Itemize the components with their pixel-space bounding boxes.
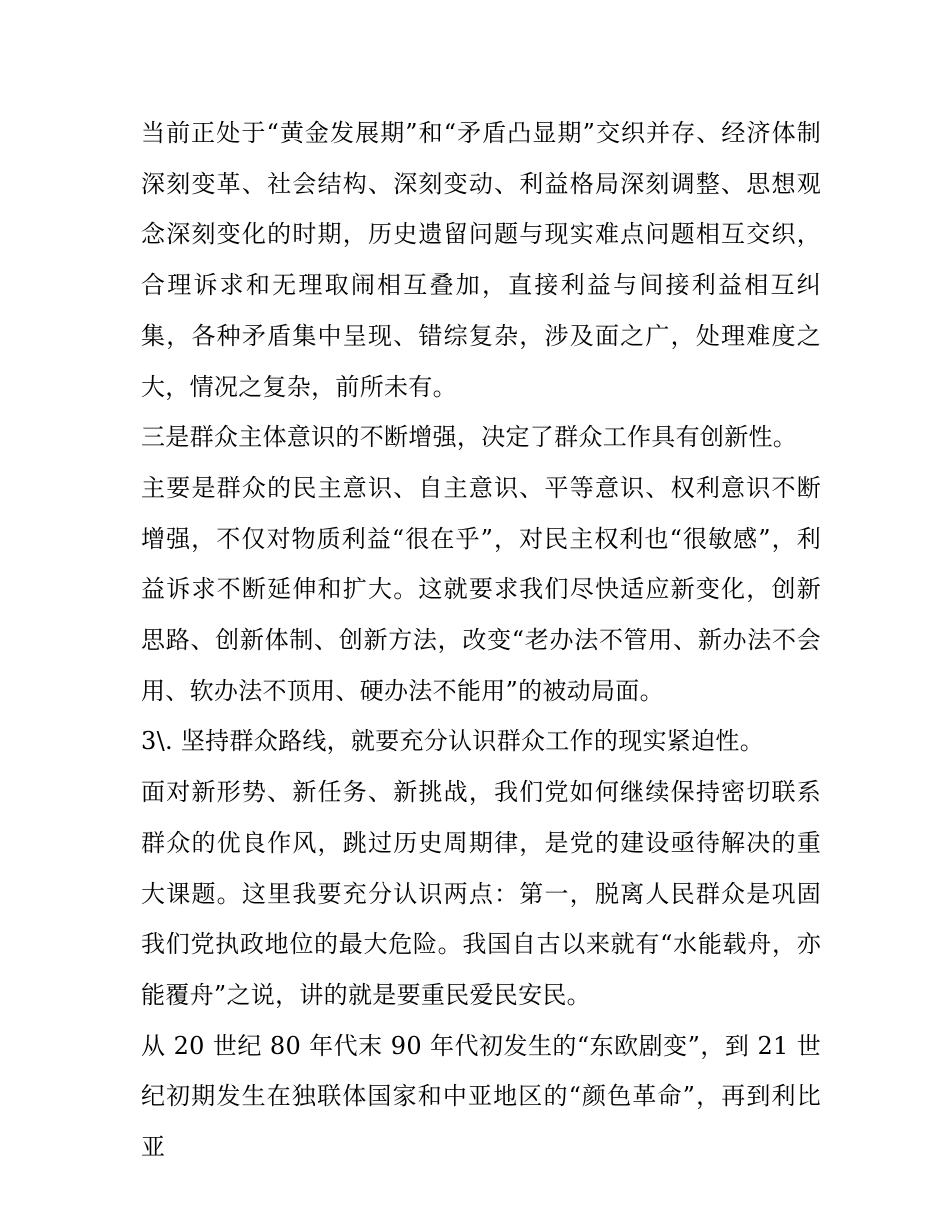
document-page: [141, 108, 821, 1173]
paragraph-6: 从 20 世纪 80 年代末 90 年代初发生的“东欧剧变”，到 21 世纪初期发生在独联体国家和中亚地区的“颜色革命”，再到利比亚: [141, 1031, 821, 1162]
paragraph-2: 三是群众主体意识的不断增强，决定了群众工作具有创新性。: [141, 423, 798, 452]
paragraph-5: 面对新形势、新任务、新挑战，我们党如何继续保持密切联系群众的优良作风，跳过历史周期律，是党的建设亟待解决的重大课题。这里我要充分认识两点：第一，脱离人民群众是巩固我们党执政地位的最大危险。我国自古以来就有“水能载舟，亦能覆舟”之说，讲的就是要重民爱民安民。: [141, 778, 821, 1009]
paragraph-3: 主要是群众的民主意识、自主意识、平等意识、权利意识不断增强，不仅对物质利益“很在乎”，对民主权利也“很敏感”，利益诉求不断延伸和扩大。这就要求我们尽快适应新变化，创新思路、创新体制、创新方法，改变“老办法不管用、新办法不会用、软办法不顶用、硬办法不能用”的被动局面。: [141, 473, 821, 705]
paragraph-4: 3\. 坚持群众路线，就要充分认识群众工作的现实紧迫性。: [141, 727, 765, 756]
paragraph-1: 当前正处于“黄金发展期”和“矛盾凸显期”交织并存、经济体制深刻变革、社会结构、深刻变动、利益格局深刻调整、思想观念深刻变化的时期，历史遗留问题与现实难点问题相互交织，合理诉求和无理取闹相互叠加，直接利益与间接利益相互纠集，各种矛盾集中呈现、错综复杂，涉及面之广，处理难度之大，情况之复杂，前所未有。: [141, 119, 821, 401]
